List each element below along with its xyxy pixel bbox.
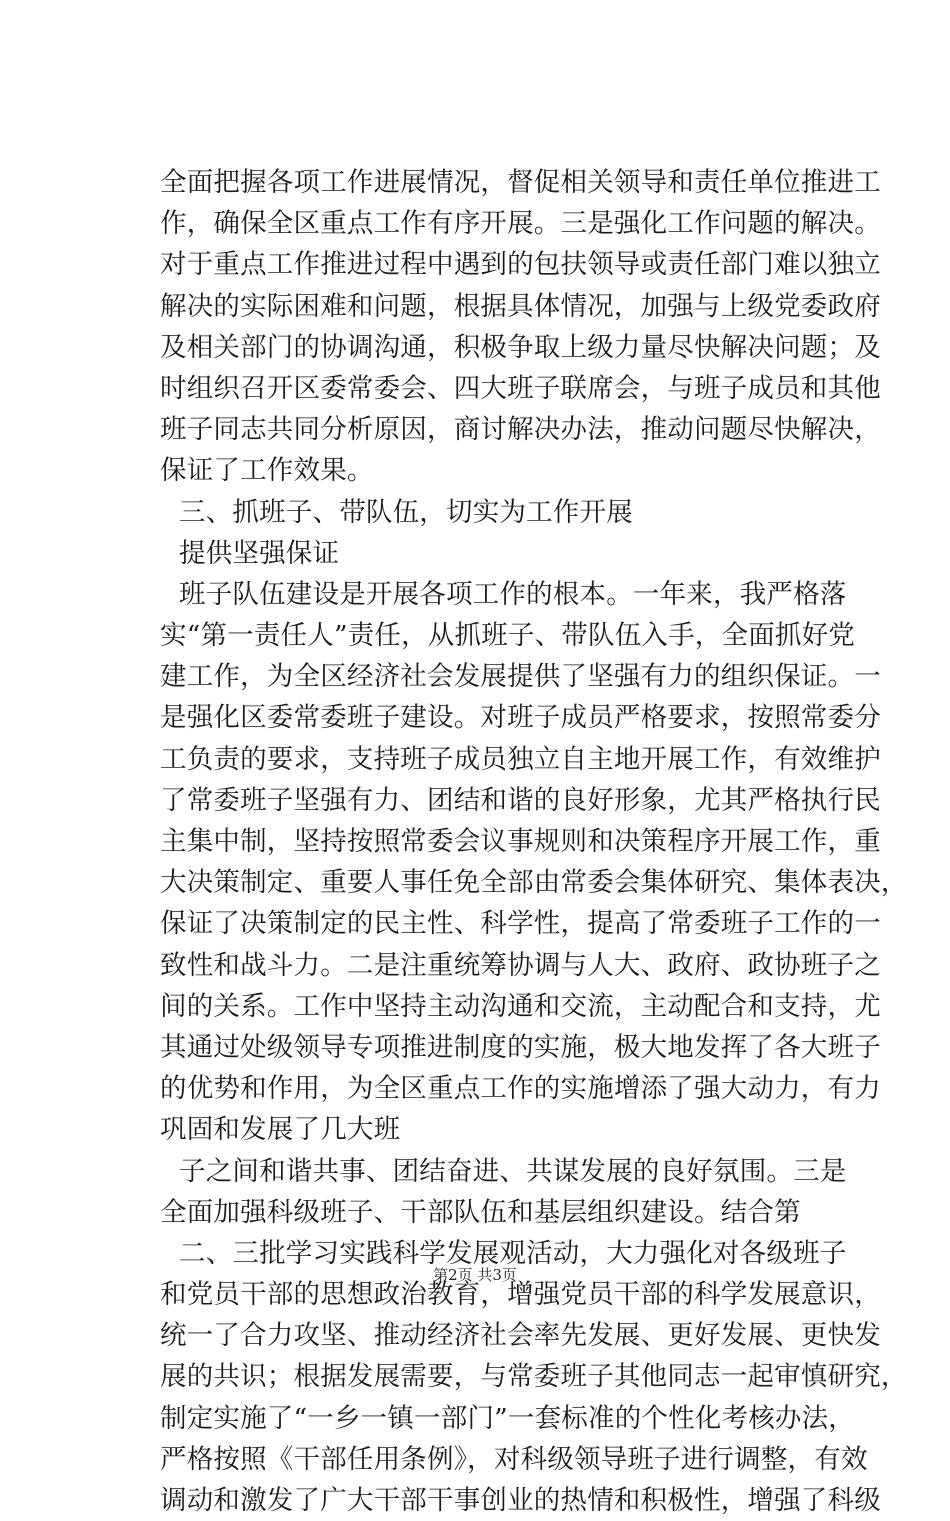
text-line: 的优势和作用，为全区重点工作的实施增添了强大动力，有力 [160,1073,881,1105]
text-line: 全面加强科级班子、干部队伍和基层组织建设。结合第 [160,1196,801,1228]
text-line: 了常委班子坚强有力、团结和谐的良好形象，尤其严格执行民 [160,784,881,816]
text-line: 展的共识；根据发展需要，与常委班子其他同志一起审慎研究， [160,1361,908,1393]
text-line: 间的关系。工作中坚持主动沟通和交流，主动配合和支持，尤 [160,990,881,1022]
text-line: 时组织召开区委常委会、四大班子联席会，与班子成员和其他 [160,372,881,404]
text-line: 是强化区委常委班子建设。对班子成员严格要求，按照常委分 [160,702,881,734]
text-line: 严格按照《干部任用条例》，对科级领导班子进行调整，有效 [160,1443,868,1475]
text-line: 子之间和谐共事、团结奋进、共谋发展的良好氛围。三是 [179,1155,847,1187]
text-line: 解决的实际困难和问题，根据具体情况，加强与上级党委政府 [160,290,881,322]
text-line: 大决策制定、重要人事任免全部由常委会集体研究、集体表决， [160,867,908,899]
text-line: 工负责的要求，支持班子成员独立自主地开展工作，有效维护 [160,743,881,775]
text-line: 班子同志共同分析原因，商讨解决办法，推动问题尽快解决， [160,414,881,446]
text-line: 巩固和发展了几大班 [160,1114,401,1146]
document-body [160,162,908,1521]
text-line: 调动和激发了广大干部干事创业的热情和积极性，增强了科级 [160,1485,881,1516]
text-line: 保证了工作效果。 [160,455,374,487]
text-line: 及相关部门的协调沟通，积极争取上级力量尽快解决问题；及 [160,331,881,363]
text-line: 统一了合力攻坚、推动经济社会率先发展、更好发展、更快发 [160,1320,881,1352]
text-line: 对于重点工作推进过程中遇到的包扶领导或责任部门难以独立 [160,249,881,281]
text-line: 全面把握各项工作进展情况，督促相关领导和责任单位推进工 [160,167,881,198]
text-line: 作，确保全区重点工作有序开展。三是强化工作问题的解决。 [160,208,881,240]
text-line: 保证了决策制定的民主性、科学性，提高了常委班子工作的一 [160,908,881,940]
text-line: 致性和战斗力。二是注重统筹协调与人大、政府、政协班子之 [160,949,881,981]
text-line: 班子队伍建设是开展各项工作的根本。一年来，我严格落 [179,578,847,610]
page-number-footer: 第2页 共3页 [433,1266,517,1284]
text-line: 主集中制，坚持按照常委会议事规则和决策程序开展工作，重 [160,826,881,857]
text-line: 其通过处级领导专项推进制度的实施，极大地发挥了各大班子 [160,1031,881,1063]
text-line: 提供坚强保证 [179,537,340,569]
text-line: 建工作，为全区经济社会发展提供了坚强有力的组织保证。一 [160,661,881,693]
text-line: 实“第一责任人”责任，从抓班子、带队伍入手，全面抓好党 [160,620,855,652]
text-line: 三、抓班子、带队伍，切实为工作开展 [179,496,633,528]
text-line: 制定实施了“一乡一镇一部门”一套标准的个性化考核办法， [160,1402,855,1434]
text-line: 和党员干部的思想政治教育，增强党员干部的科学发展意识， [160,1279,881,1311]
text-line: 二、三批学习实践科学发展观活动，大力强化对各级班子 [179,1237,847,1269]
